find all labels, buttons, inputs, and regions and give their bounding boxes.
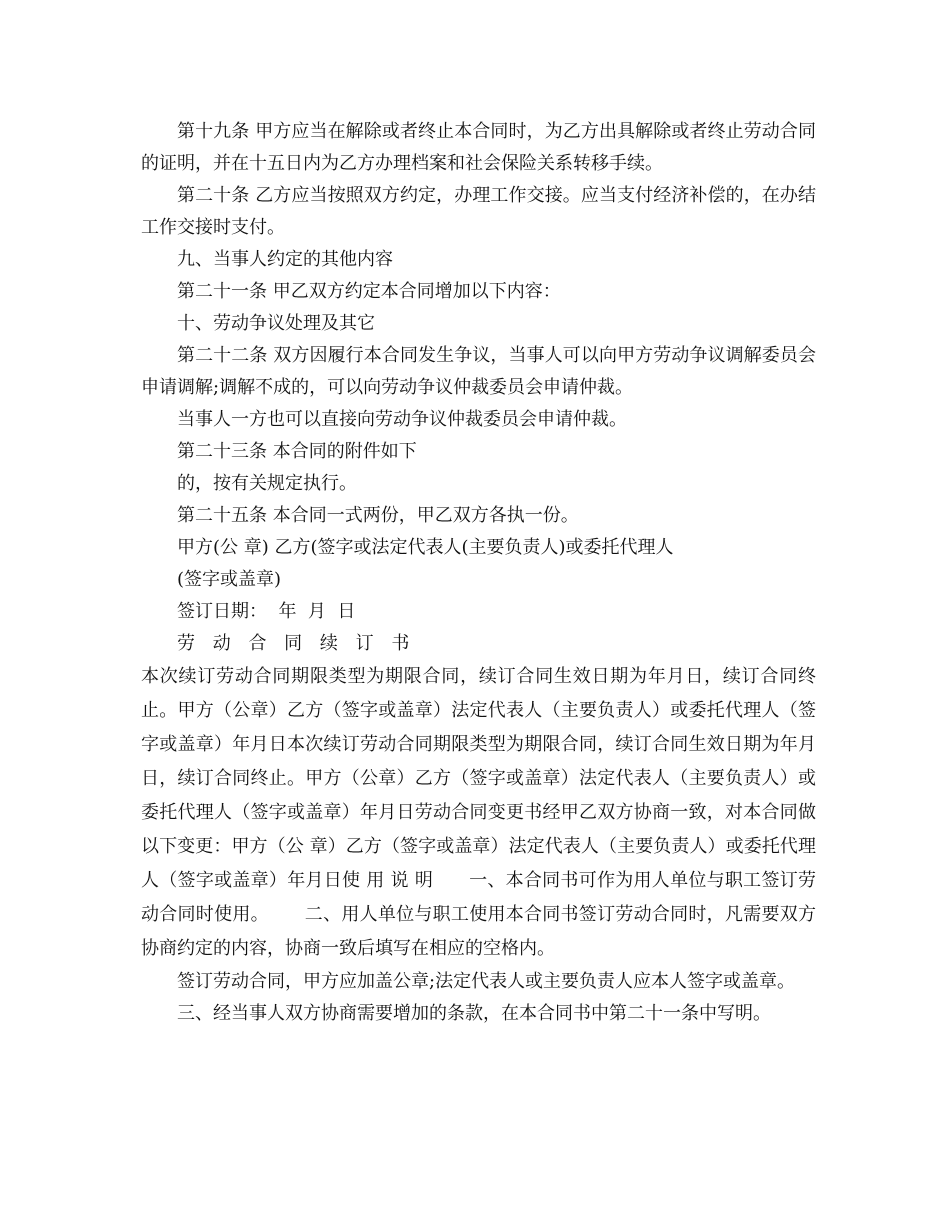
signature-subline: (签字或盖章) — [177, 569, 282, 590]
arbitration-note: 当事人一方也可以直接向劳动争议仲裁委员会申请仲裁。 — [177, 409, 627, 430]
article-25: 第二十五条 本合同一式两份，甲乙双方各执一份。 — [177, 505, 579, 526]
section-10-heading: 十、劳动争议处理及其它 — [177, 313, 375, 334]
attachment-note: 的，按有关规定执行。 — [177, 473, 357, 494]
renewal-text: 本次续订劳动合同期限类型为期限合同，续订合同生效日期为年月日，续订合同终止。甲方（公章）乙方（签字或盖章）法定代表人（主要负责人）或委托代理人（签字或盖章）年月日本次续订劳动合同期限类型为期限合同，续订合同生效日期为年月日，续订合同终止。甲方（公章）乙方（签字或盖章）法定代表人（主要负责人）或委托代理人（签字或盖章）年月日劳动合同变更书经甲乙双方协商一致，对本合同做以下变更：甲方（公 章）乙方（签字或盖章）法定代表人（主要负责人）或委托代理人（签字或盖章）年月日使 用 说 明 一、本合同书可作为用人单位与职工签订劳动合同时使用。 二、用人单位与职工使用本合同书签订劳动合同时，凡需要双方协商约定的内容，协商一致后填写在相应的空格内。 — [141, 666, 816, 959]
renewal-body — [141, 660, 816, 966]
usage-note-3: 三、经当事人双方协商需要增加的条款，在本合同书中第二十一条中写明。 — [177, 1003, 771, 1024]
article-22: 第二十二条 双方因履行本合同发生争议，当事人可以向甲方劳动争议调解委员会申请调解;调解不成的，可以向劳动争议仲裁委员会申请仲裁。 — [141, 345, 816, 398]
renewal-title: 劳 动 合 同 续 订 书 — [177, 633, 416, 654]
article-23: 第二十三条 本合同的附件如下 — [177, 441, 417, 462]
usage-note-seal: 签订劳动合同，甲方应加盖公章;法定代表人或主要负责人应本人签字或盖章。 — [177, 971, 796, 992]
article-19: 第十九条 甲方应当在解除或者终止本合同时，为乙方出具解除或者终止劳动合同的证明，并在十五日内为乙方办理档案和社会保险关系转移手续。 — [141, 121, 816, 174]
section-9-heading: 九、当事人约定的其他内容 — [177, 249, 393, 270]
signing-date: 签订日期： 年 月 日 — [177, 601, 356, 622]
signature-line: 甲方(公 章) 乙方(签字或法定代表人(主要负责人)或委托代理人 — [177, 537, 674, 558]
article-20: 第二十条 乙方应当按照双方约定，办理工作交接。应当支付经济补偿的，在办结工作交接时支付。 — [141, 185, 816, 238]
article-21: 第二十一条 甲乙双方约定本合同增加以下内容： — [177, 281, 561, 302]
document-body — [141, 116, 816, 1030]
